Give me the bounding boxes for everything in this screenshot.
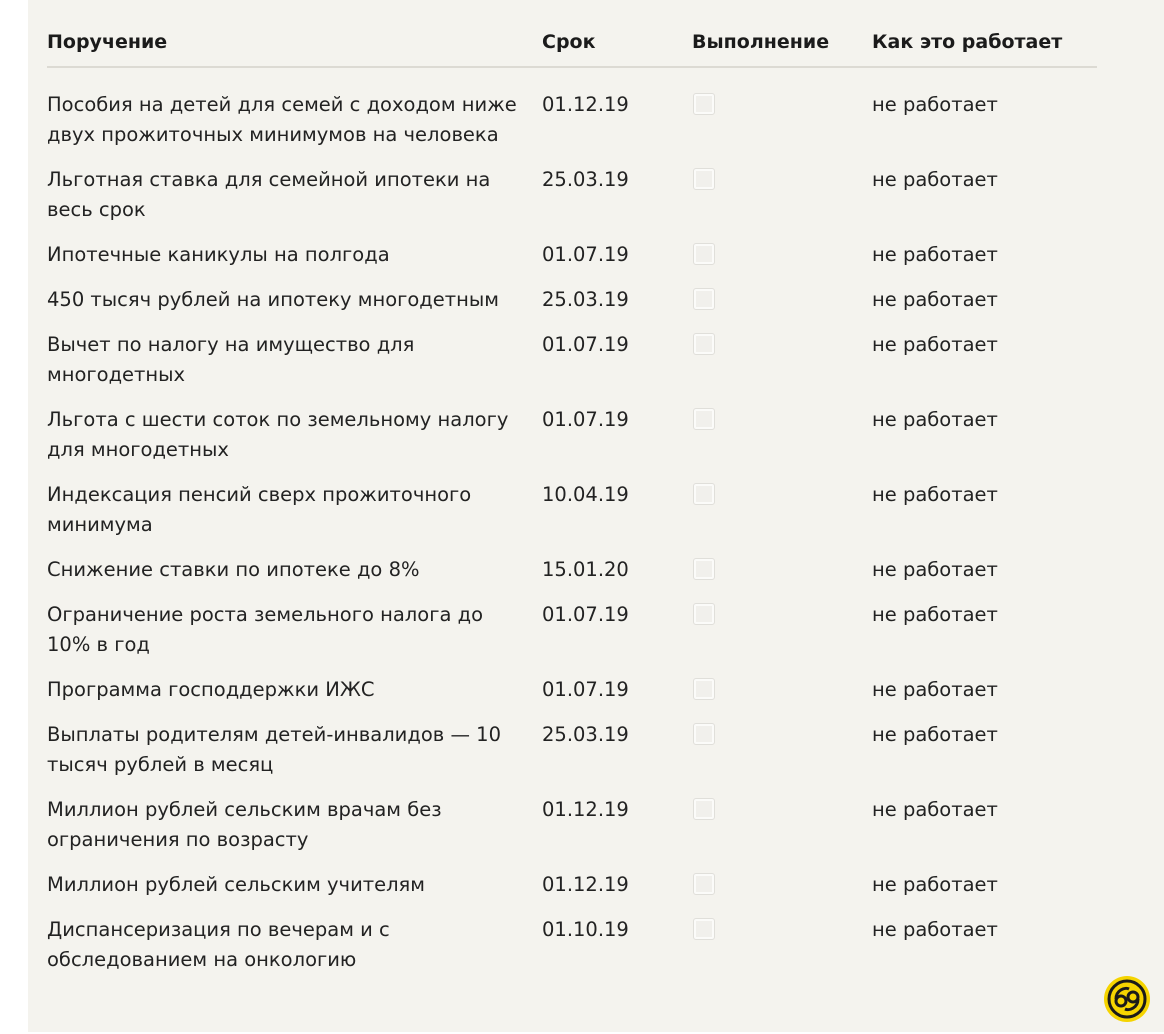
table-row	[47, 870, 1097, 900]
table-row	[47, 330, 1097, 390]
task-text: Снижение ставки по ипотеке до 8%	[47, 558, 420, 581]
table-row	[47, 555, 1097, 585]
instructions-table	[47, 0, 1097, 990]
status-text: не работает	[872, 333, 998, 356]
table-row	[47, 720, 1097, 780]
brand-logo-icon[interactable]	[1103, 975, 1151, 1023]
task-text: Вычет по налогу на имущество для многодетных	[47, 333, 415, 386]
table-row	[47, 675, 1097, 705]
table-body	[47, 68, 1097, 975]
deadline-text: 25.03.19	[542, 288, 629, 311]
table-row	[47, 90, 1097, 150]
task-text: Ограничение роста земельного налога до 10% в год	[47, 603, 483, 656]
deadline-text: 10.04.19	[542, 483, 629, 506]
task-text: Выплаты родителям детей-инвалидов — 10 тысяч рублей в месяц	[47, 723, 501, 776]
done-checkbox[interactable]	[693, 918, 715, 940]
done-checkbox[interactable]	[693, 93, 715, 115]
status-text: не работает	[872, 483, 998, 506]
task-text: Льгота с шести соток по земельному налогу для многодетных	[47, 408, 509, 461]
task-text: Программа господдержки ИЖС	[47, 678, 375, 701]
done-checkbox[interactable]	[693, 408, 715, 430]
deadline-text: 01.12.19	[542, 798, 629, 821]
deadline-text: 15.01.20	[542, 558, 629, 581]
done-checkbox[interactable]	[693, 678, 715, 700]
table-row	[47, 480, 1097, 540]
deadline-text: 25.03.19	[542, 168, 629, 191]
done-checkbox[interactable]	[693, 798, 715, 820]
task-text: Миллион рублей сельским учителям	[47, 873, 426, 896]
task-text: Диспансеризация по вечерам и с обследованием на онкологию	[47, 918, 390, 971]
table-panel	[28, 0, 1164, 1032]
table-row	[47, 240, 1097, 270]
table-row	[47, 795, 1097, 855]
header-deadline: Срок	[542, 31, 596, 53]
deadline-text: 01.07.19	[542, 408, 629, 431]
status-text: не работает	[872, 678, 998, 701]
status-text: не работает	[872, 558, 998, 581]
status-text: не работает	[872, 603, 998, 626]
task-text: Льготная ставка для семейной ипотеки на весь срок	[47, 168, 491, 221]
done-checkbox[interactable]	[693, 558, 715, 580]
done-checkbox[interactable]	[693, 603, 715, 625]
status-text: не работает	[872, 918, 998, 941]
task-text: Индексация пенсий сверх прожиточного минимума	[47, 483, 472, 536]
done-checkbox[interactable]	[693, 243, 715, 265]
status-text: не работает	[872, 798, 998, 821]
deadline-text: 01.10.19	[542, 918, 629, 941]
deadline-text: 01.12.19	[542, 93, 629, 116]
table-row	[47, 165, 1097, 225]
header-done: Выполнение	[692, 31, 830, 53]
status-text: не работает	[872, 723, 998, 746]
task-text: 450 тысяч рублей на ипотеку многодетным	[47, 288, 500, 311]
status-text: не работает	[872, 168, 998, 191]
header-how: Как это работает	[872, 31, 1063, 53]
task-text: Миллион рублей сельским врачам без ограничения по возрасту	[47, 798, 442, 851]
status-text: не работает	[872, 243, 998, 266]
task-text: Пособия на детей для семей с доходом ниже двух прожиточных минимумов на человека	[47, 93, 517, 146]
done-checkbox[interactable]	[693, 288, 715, 310]
done-checkbox[interactable]	[693, 723, 715, 745]
table-row	[47, 285, 1097, 315]
table-row	[47, 600, 1097, 660]
status-text: не работает	[872, 93, 998, 116]
deadline-text: 01.07.19	[542, 243, 629, 266]
table-header	[47, 0, 1097, 68]
table-row	[47, 915, 1097, 975]
status-text: не работает	[872, 288, 998, 311]
status-text: не работает	[872, 873, 998, 896]
deadline-text: 01.07.19	[542, 603, 629, 626]
header-task: Поручение	[47, 31, 168, 53]
deadline-text: 01.07.19	[542, 333, 629, 356]
deadline-text: 25.03.19	[542, 723, 629, 746]
deadline-text: 01.12.19	[542, 873, 629, 896]
status-text: не работает	[872, 408, 998, 431]
deadline-text: 01.07.19	[542, 678, 629, 701]
done-checkbox[interactable]	[693, 168, 715, 190]
task-text: Ипотечные каникулы на полгода	[47, 243, 390, 266]
done-checkbox[interactable]	[693, 873, 715, 895]
done-checkbox[interactable]	[693, 483, 715, 505]
table-row	[47, 405, 1097, 465]
done-checkbox[interactable]	[693, 333, 715, 355]
